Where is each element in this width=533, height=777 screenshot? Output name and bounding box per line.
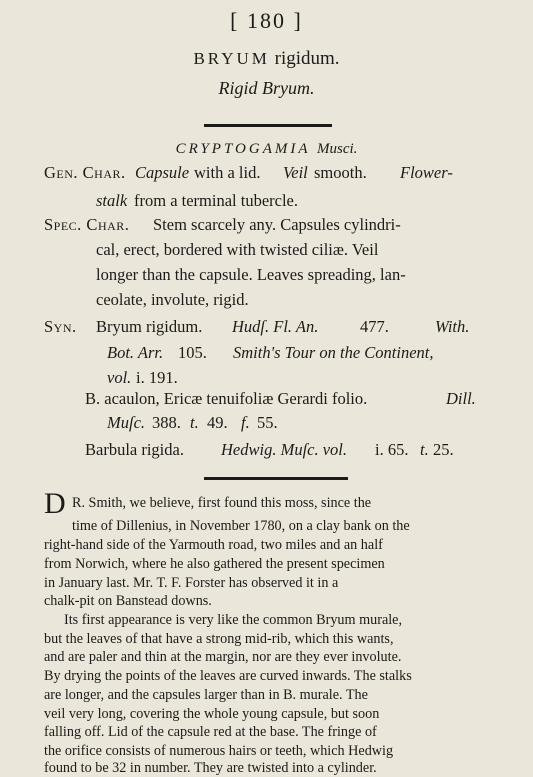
gen-char-text: with a lid. — [194, 163, 261, 182]
body-text: time of Dillenius, in November 1780, on a clay bank on the — [72, 518, 410, 534]
top-divider — [204, 124, 332, 127]
drop-cap: D — [44, 487, 66, 520]
body-text: veil very long, covering the whole young capsule, but soon — [44, 706, 380, 722]
gen-char-text: smooth. — [314, 163, 367, 182]
syn-text: 388. — [152, 413, 181, 432]
body-text: By drying the points of the leaves are curved inwards. The stalks — [44, 668, 412, 684]
spec-char-text: cal, erect, bordered with twisted ciliæ. Veil — [96, 240, 379, 259]
syn-label: Syn. — [44, 317, 77, 336]
syn-text: 49. — [207, 413, 228, 432]
syn-text: 25. — [433, 440, 454, 459]
page-number: [ 180 ] — [230, 8, 303, 33]
syn-text: Bryum rigidum. — [96, 317, 203, 336]
body-text: but the leaves of that have a strong mid-rib, which this wants, — [44, 631, 394, 647]
spec-char-text: longer than the capsule. Leaves spreading, lan- — [96, 265, 406, 284]
syn-text: 55. — [257, 413, 278, 432]
body-text: found to be 32 in number. They are twisted into a cylinder. — [44, 760, 377, 776]
syn-text: Bot. Arr. — [107, 343, 164, 362]
section-divider — [204, 477, 348, 480]
body-text: falling off. Lid of the capsule red at the base. The fringe of — [44, 724, 377, 740]
gen-char-text: Flower- — [400, 163, 453, 182]
class-name: CRYPTOGAMIA — [175, 141, 311, 157]
syn-text: t. — [190, 413, 199, 432]
gen-char-text: Veil — [283, 163, 308, 182]
classification-line — [0, 141, 533, 158]
gen-char-text: Capsule — [135, 163, 190, 182]
syn-text: Hedwig. Muſc. vol. — [221, 440, 348, 459]
syn-text: t. — [420, 440, 429, 459]
gen-char-label: Gen. Char. — [44, 163, 126, 182]
syn-text: Muſc. — [107, 413, 146, 432]
body-text: are longer, and the capsules larger than in B. murale. The — [44, 687, 368, 703]
syn-text: f. — [241, 413, 250, 432]
body-text: in January last. Mr. T. F. Forster has observed it in a — [44, 575, 339, 591]
syn-text: B. acaulon, Ericæ tenuifoliæ Gerardi folio. — [85, 389, 368, 408]
gen-char-text: stalk — [96, 191, 128, 210]
syn-text: 105. — [178, 343, 207, 362]
body-text: Its first appearance is very like the common Bryum murale, — [64, 612, 403, 628]
gen-char-text: from a terminal tubercle. — [134, 191, 299, 210]
syn-text: Smith's Tour on the Continent, — [233, 343, 434, 362]
order-name: Musci. — [317, 141, 358, 157]
spec-char-text: ceolate, involute, rigid. — [96, 290, 249, 309]
syn-text: i. 191. — [136, 368, 178, 387]
body-text: R. Smith, we believe, first found this moss, since the — [72, 495, 372, 511]
syn-text: Hudſ. Fl. An. — [232, 317, 319, 336]
syn-text: i. 65. — [375, 440, 409, 459]
body-text: right-hand side of the Yarmouth road, two miles and an half — [44, 537, 383, 553]
body-text: from Norwich, where he also gathered the present specimen — [44, 556, 385, 572]
syn-text: Dill. — [446, 389, 476, 408]
body-text: the orifice consists of numerous hairs or teeth, which Hedwig — [44, 743, 394, 759]
species-name: rigidum. — [274, 48, 340, 69]
syn-text: vol. — [107, 368, 132, 387]
species-title — [0, 48, 533, 70]
spec-char-text: Stem scarcely any. Capsules cylindri- — [153, 215, 401, 234]
spec-char-label: Spec. Char. — [44, 215, 130, 234]
syn-text: 477. — [360, 317, 389, 336]
common-name: Rigid Bryum. — [218, 78, 315, 98]
genus-name: BRYUM — [193, 49, 270, 68]
syn-text: Barbula rigida. — [85, 440, 184, 459]
syn-text: With. — [435, 317, 470, 336]
body-text: and are paler and thin at the margin, nor are they ever involute. — [44, 649, 402, 665]
body-text: chalk-pit on Banstead downs. — [44, 593, 212, 609]
